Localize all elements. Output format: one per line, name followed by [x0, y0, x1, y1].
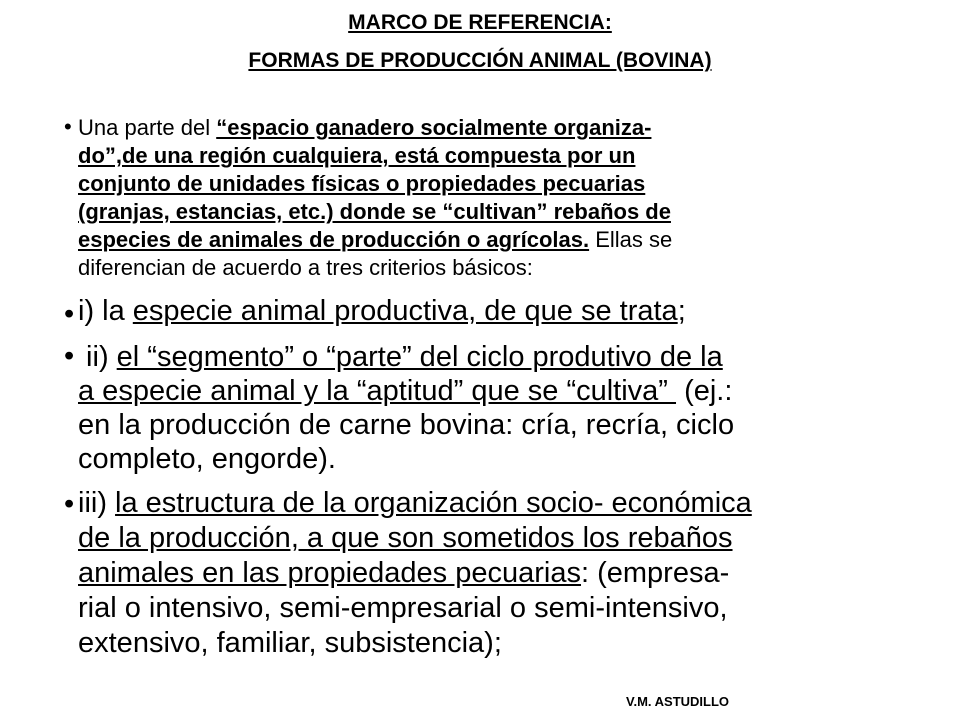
text-span: ; — [677, 295, 686, 327]
text-line — [78, 556, 896, 591]
emphasis-line: (granjas, estancias, etc.) donde se “cultivan” rebaños de — [78, 199, 671, 224]
underlined-text: especie animal productiva, de que se trata — [132, 295, 678, 327]
text-span: ii) — [78, 341, 117, 373]
text-line — [78, 226, 896, 254]
slide-title-line-2: FORMAS DE PRODUCCIÓN ANIMAL (BOVINA) — [248, 49, 712, 72]
text-line: completo, engorde). — [78, 443, 336, 475]
text-line: rial o intensivo, semi-empresarial o semi-intensivo, — [78, 592, 728, 624]
text-line — [78, 340, 896, 374]
text-line — [78, 486, 896, 521]
bullet-marker: • — [64, 114, 72, 139]
text-line: en la producción de carne bovina: cría, recría, ciclo — [78, 409, 735, 441]
bullet-marker: • — [64, 298, 75, 330]
text-line — [78, 114, 896, 142]
underlined-text: el “segmento” o “parte” del ciclo produtivo de la — [116, 341, 723, 373]
underlined-text: animales en las propiedades pecuarias — [78, 557, 581, 589]
paragraph-espacio-ganadero — [78, 114, 896, 282]
text-span: Una parte del — [78, 115, 217, 140]
paragraph-criterio-ii — [78, 340, 896, 476]
bullet-marker: • — [64, 340, 75, 372]
text-line: diferencian de acuerdo a tres criterios básicos: — [78, 255, 533, 280]
text-line: extensivo, familiar, subsistencia); — [78, 627, 502, 659]
paragraph-criterio-i — [78, 294, 896, 329]
emphasis-text: especies de animales de producción o agrícolas. — [78, 227, 590, 252]
bullet-marker: • — [64, 488, 75, 520]
text-span: Ellas se — [589, 227, 673, 252]
underlined-line: de la producción, a que son sometidos los rebaños — [78, 522, 733, 554]
author-signature: V.M. ASTUDILLO — [626, 694, 730, 709]
paragraph-criterio-iii — [78, 486, 896, 661]
text-line — [78, 374, 896, 408]
slide-title-line-1: MARCO DE REFERENCIA: — [348, 11, 612, 34]
underlined-text: la estructura de la organización socio- económica — [115, 487, 752, 519]
text-span: (ej.: — [676, 375, 733, 407]
emphasis-line: conjunto de unidades físicas o propiedades pecuarias — [78, 171, 646, 196]
underlined-text: a especie animal y la “aptitud” que se “cultiva” — [78, 375, 677, 407]
text-span: iii) — [78, 487, 116, 519]
text-span: i) la — [78, 295, 133, 327]
emphasis-line: do”,de una región cualquiera, está compuesta por un — [78, 143, 636, 168]
text-span: : (empresa- — [580, 557, 730, 589]
emphasis-text: “espacio ganadero socialmente organiza- — [216, 115, 652, 140]
